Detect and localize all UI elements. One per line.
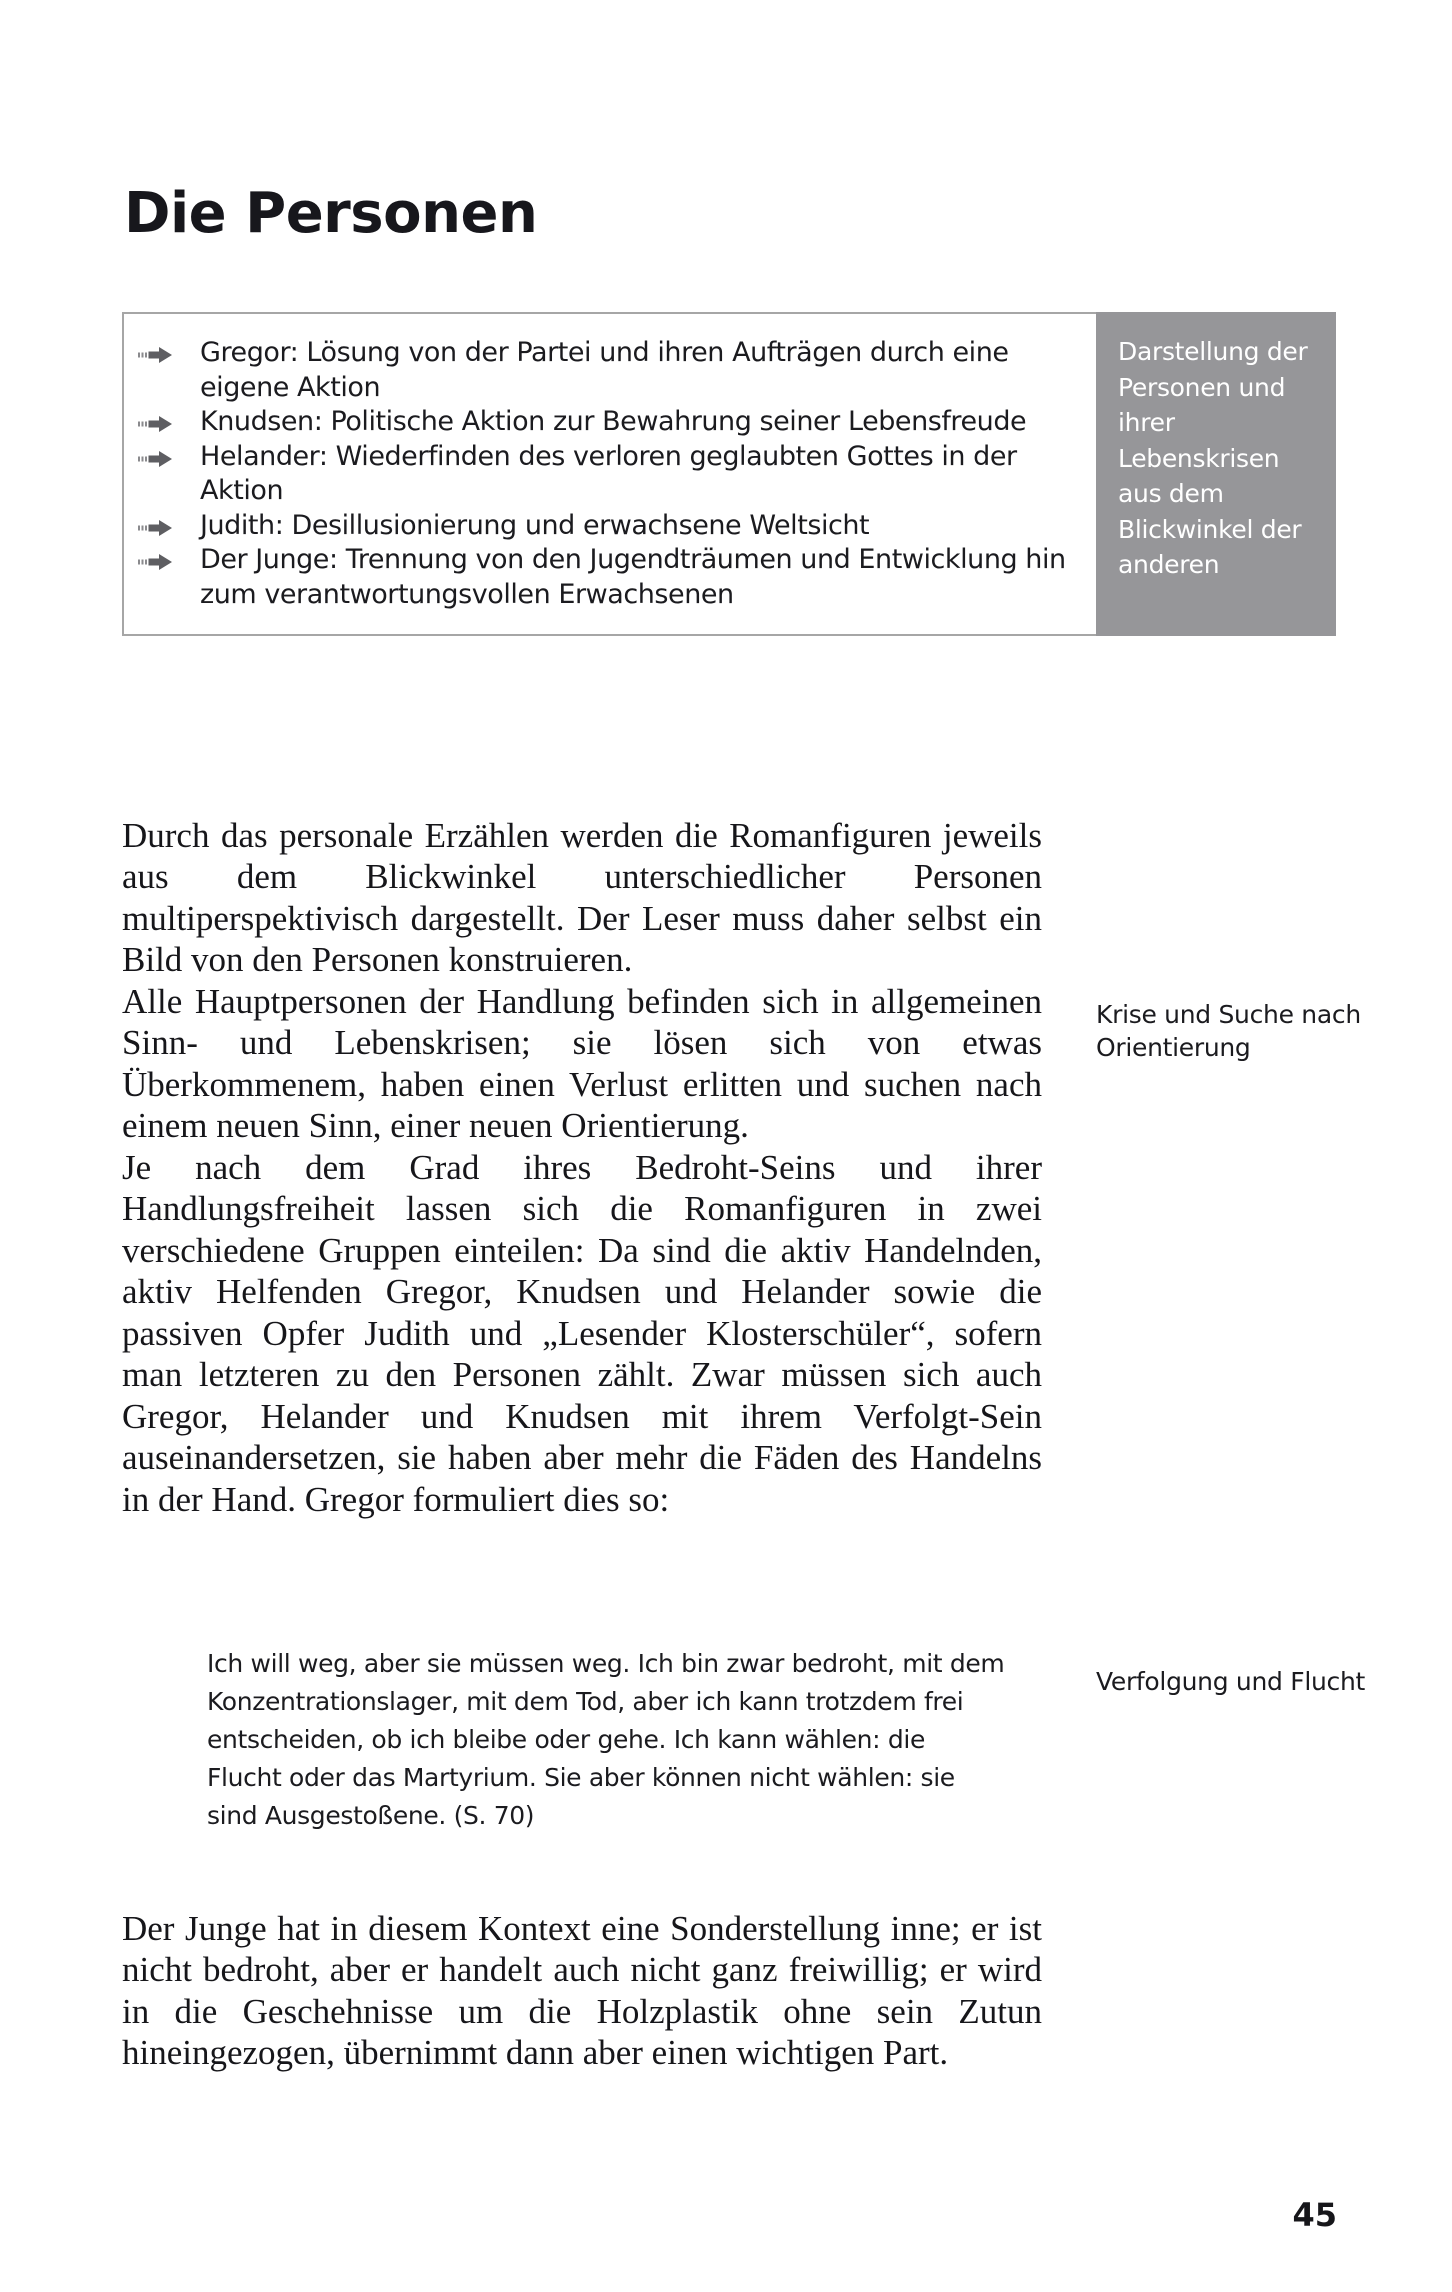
body-text-column xyxy=(122,815,1042,1520)
list-item xyxy=(138,543,1080,612)
list-item-label: Gregor: Lösung von der Partei und ihren Aufträgen durch eine eigene Aktion xyxy=(200,337,1009,403)
list-item-label: Knudsen: Politische Aktion zur Bewahrung seiner Lebensfreude xyxy=(200,406,1027,438)
block-quote: Ich will weg, aber sie müssen weg. Ich bin zwar bedroht, mit dem Konzentrationslager, mit dem Tod, aber ich kann trotzdem frei entscheiden, ob ich bleibe oder gehe. Ich kann wählen: die Flucht oder das Martyrium. Sie aber können nicht wählen: sie sind Ausgestoßene. (S. 70) xyxy=(207,1649,1005,1830)
list-item xyxy=(138,509,1080,544)
list-item xyxy=(138,440,1080,509)
arrow-right-motion-icon xyxy=(138,543,200,570)
body-paragraph-1: Durch das personale Erzählen werden die Romanfiguren jeweils aus dem Blickwinkel unterschiedlicher Personen multiperspektivisch dargestellt. Der Leser muss daher selbst ein Bild von den Personen konstruieren. xyxy=(122,816,1042,980)
infobox-bullet-panel xyxy=(122,312,1096,636)
arrow-right-motion-icon xyxy=(138,509,200,536)
margin-note-krise-und-suche: Krise und Suche nach Orientierung xyxy=(1096,1000,1361,1063)
body-paragraph-3: Je nach dem Grad ihres Bedroht-Seins und ihrer Handlungsfreiheit lassen sich die Romanfiguren in zwei verschiedene Gruppen einteilen: Da sind die aktiv Handelnden, aktiv Helfenden Gregor, Knudsen und Helander sowie die passiven Opfer Judith und „Lesender Klosterschüler“, sofern man letzteren zu den Personen zählt. Zwar müssen sich auch Gregor, Helander und Knudsen mit ihrem Verfolgt-Sein auseinandersetzen, sie haben aber mehr die Fäden des Handelns in der Hand. Gregor formuliert dies so: xyxy=(122,1147,1042,1519)
list-item-label: Der Junge: Trennung von den Jugendträumen und Entwicklung hin zum verantwortungsvollen Erwachsenen xyxy=(200,544,1066,610)
body-paragraph-2: Alle Hauptpersonen der Handlung befinden sich in allgemeinen Sinn- und Lebenskrisen; sie lösen sich von etwas Überkommenem, haben einen Verlust erlitten und suchen nach einem neuen Sinn, einer neuen Orientierung. xyxy=(122,981,1042,1146)
page-number: 45 xyxy=(1292,2196,1337,2234)
summary-infobox xyxy=(122,312,1336,636)
list-item xyxy=(138,405,1080,440)
infobox-gray-note: Darstellung der Personen und ihrer Lebenskrisen aus dem Blickwinkel der anderen xyxy=(1096,312,1336,636)
arrow-right-motion-icon xyxy=(138,440,200,467)
list-item xyxy=(138,336,1080,405)
arrow-right-motion-icon xyxy=(138,336,200,363)
body-paragraph-4: Der Junge hat in diesem Kontext eine Sonderstellung inne; er ist nicht bedroht, aber er handelt auch nicht ganz freiwillig; er wird in die Geschehnisse um die Holzplastik ohne sein Zutun hineingezogen, übernimmt dann aber einen wichtigen Part. xyxy=(122,1909,1042,2073)
margin-note-verfolgung-und-flucht: Verfolgung und Flucht xyxy=(1096,1667,1366,1696)
key-points-list xyxy=(138,336,1080,612)
list-item-label: Judith: Desillusionierung und erwachsene Weltsicht xyxy=(200,509,870,541)
arrow-right-motion-icon xyxy=(138,405,200,432)
page-title: Die Personen xyxy=(124,180,538,246)
list-item-label: Helander: Wiederfinden des verloren geglaubten Gottes in der Aktion xyxy=(200,440,1017,507)
